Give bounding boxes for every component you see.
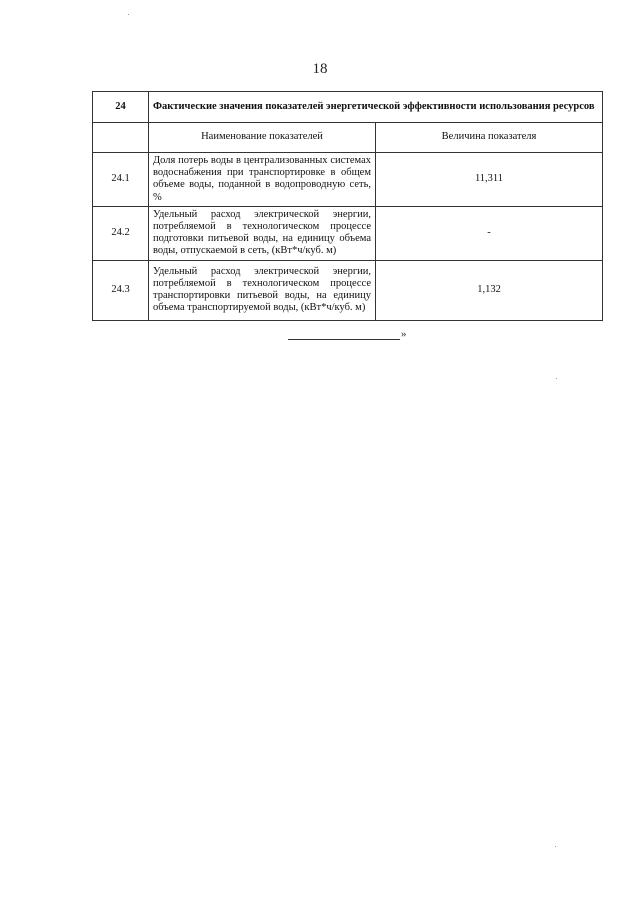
table-row [93, 153, 603, 207]
row-number: 24.1 [93, 153, 149, 207]
closing-quote: » [401, 328, 407, 340]
header-empty-cell [93, 123, 149, 153]
section-title: Фактические значения показателей энергетической эффективности использования ресурсов [149, 92, 603, 123]
row-number: 24.3 [93, 260, 149, 320]
section-number: 24 [93, 92, 149, 123]
section-row [93, 92, 603, 123]
header-value: Величина показателя [376, 123, 603, 153]
header-name: Наименование показателей [149, 123, 376, 153]
row-value: 1,132 [376, 260, 603, 320]
page-number: 18 [312, 61, 328, 77]
row-description: Доля потерь воды в централизованных системах водоснабжения при транспортировке в общем объеме воды, поданной в водопроводную сеть, % [149, 153, 376, 207]
row-value: 11,311 [376, 153, 603, 207]
row-description: Удельный расход электрической энергии, потребляемой в технологическом процессе подготовки питьевой воды, на единицу объема воды, отпускаемой в сеть, (кВт*ч/куб. м) [149, 206, 376, 260]
indicators-table [92, 91, 603, 321]
row-number: 24.2 [93, 206, 149, 260]
row-value: - [376, 206, 603, 260]
row-description: Удельный расход электрической энергии, потребляемой в технологическом процессе транспортировки питьевой воды, на единицу объема транспортируемой воды, (кВт*ч/куб. м) [149, 260, 376, 320]
scan-speck [555, 846, 556, 847]
header-row [93, 123, 603, 153]
scan-speck [128, 14, 129, 15]
table-row [93, 206, 603, 260]
closing-underline [288, 339, 400, 340]
scan-speck [556, 378, 557, 379]
table-row [93, 260, 603, 320]
